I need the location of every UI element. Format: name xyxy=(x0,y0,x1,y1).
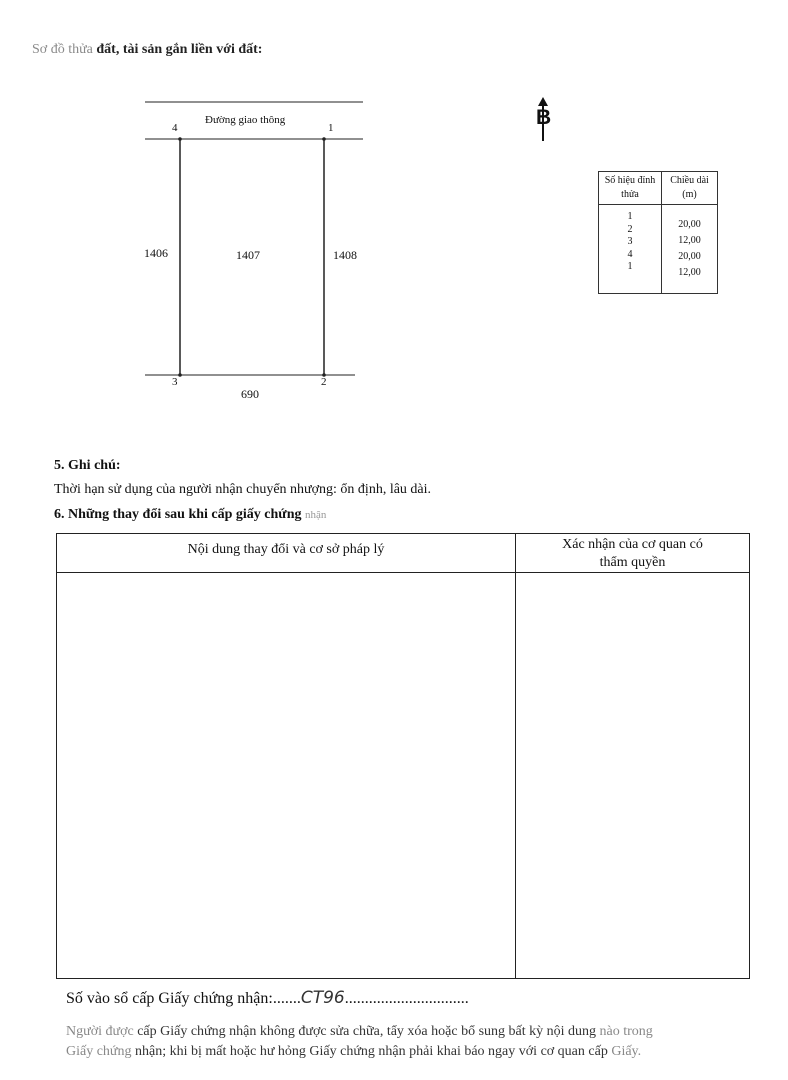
footer-note xyxy=(66,1022,756,1062)
point-value: 1 xyxy=(627,211,633,222)
col-header-lengths: Chiều dài (m) xyxy=(662,172,718,205)
parcel-label-690: 690 xyxy=(241,387,259,401)
section-4-heading xyxy=(32,42,262,58)
footer-note-line1: cấp Giấy chứng nhận không được sửa chữa, tẩy xóa hoặc bổ sung bất kỳ nội dung xyxy=(137,1024,597,1039)
length-value: 20,00 xyxy=(678,251,701,262)
length-value: 12,00 xyxy=(678,235,701,246)
corner-label-4: 4 xyxy=(172,122,178,134)
heading-title: đất, tài sản gắn liền với đất: xyxy=(96,42,263,57)
corner-label-1: 1 xyxy=(328,122,334,134)
corner-dot-4 xyxy=(178,137,182,141)
changes-table xyxy=(56,533,750,979)
length-value: 20,00 xyxy=(678,219,701,230)
registry-line xyxy=(66,988,469,1008)
point-value: 4 xyxy=(627,248,633,260)
north-label: B xyxy=(536,106,552,129)
point-value: 3 xyxy=(627,236,633,247)
registry-dots-left: ....... xyxy=(272,990,301,1007)
corner-label-3: 3 xyxy=(172,376,178,388)
parcel-label-1408: 1408 xyxy=(333,248,357,262)
changes-heading xyxy=(54,507,326,523)
notes-heading: 5. Ghi chú: xyxy=(54,458,121,473)
footer-note-line2-faded: Giấy chứng xyxy=(66,1044,132,1059)
lengths-cell xyxy=(662,205,718,294)
footer-note-faded-prefix: Người được xyxy=(66,1024,134,1039)
corner-dot-1 xyxy=(322,137,326,141)
registry-number: CT96 xyxy=(300,988,345,1008)
changes-col-authority-header: Xác nhận của cơ quan có thẩm quyền xyxy=(562,537,703,570)
registry-dots-right: ............................... xyxy=(344,990,469,1007)
boundary-length-table xyxy=(598,171,718,294)
corner-dot-3 xyxy=(178,373,182,377)
notes-text: Thời hạn sử dụng của người nhận chuyển nhượng: ổn định, lâu dài. xyxy=(54,482,432,497)
footer-note-line2-end: Giấy. xyxy=(611,1044,642,1059)
heading-faded-prefix: Sơ đồ thửa xyxy=(32,42,93,57)
changes-heading-faded: nhận xyxy=(304,509,327,521)
col-header-points: Số hiệu đỉnh thửa xyxy=(599,172,662,205)
length-value: 12,00 xyxy=(678,267,701,278)
point-value: 1 xyxy=(627,261,633,272)
road-label: Đường giao thông xyxy=(205,114,286,126)
parcel-label-1406: 1406 xyxy=(144,246,168,260)
footer-note-line2: nhận; khi bị mất hoặc hư hỏng Giấy chứng nhận phải khai báo ngay với cơ quan cấp xyxy=(135,1044,608,1059)
points-cell xyxy=(599,205,662,294)
footer-note-line1-faded: nào trong xyxy=(599,1024,653,1039)
changes-col-content-header: Nội dung thay đổi và cơ sở pháp lý xyxy=(187,542,385,557)
parcel-label-1407: 1407 xyxy=(236,248,260,262)
changes-heading-title: 6. Những thay đổi sau khi cấp giấy chứng xyxy=(54,507,302,522)
registry-label: Số vào sổ cấp Giấy chứng nhận: xyxy=(66,990,273,1007)
corner-label-2: 2 xyxy=(321,376,327,388)
point-value: 2 xyxy=(627,223,633,235)
